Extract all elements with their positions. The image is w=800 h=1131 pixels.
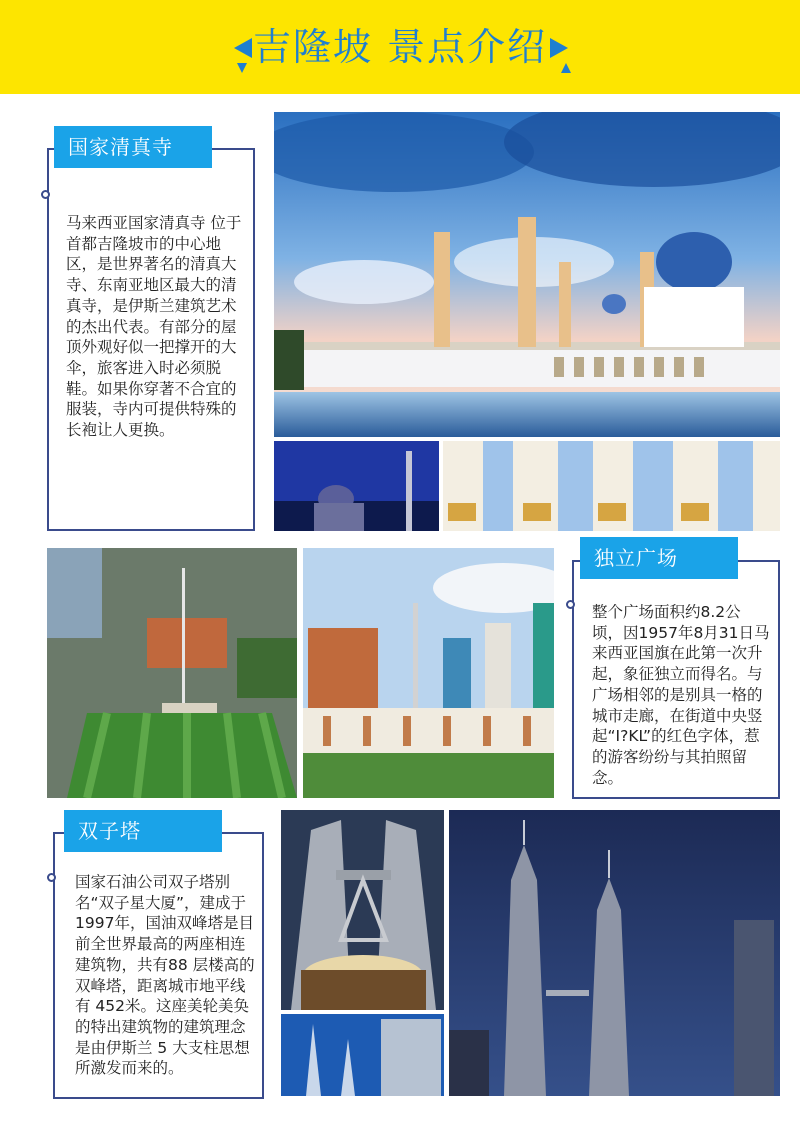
section-label-mosque: 国家清真寺: [54, 126, 212, 168]
section-text-mosque: 马来西亚国家清真寺 位于首都吉隆坡市的中心地区，是世界著名的清真大寺、东南亚地区最大的清真寺，是伊斯兰建筑艺术的杰出代表。有部分的屋顶外观好似一把撑开的大伞，旅客进入时必须脱鞋。如果你穿著不合宜的服装，寺内可提供特殊的长袍让人更换。: [66, 214, 242, 440]
towers-night-photo: [449, 810, 780, 1096]
section-label-square: 独立广场: [580, 537, 738, 579]
mosque-night-photo: [274, 441, 439, 531]
square-city-photo: [303, 548, 554, 798]
bullet-dot: [47, 873, 56, 882]
mosque-arches-photo: [443, 441, 780, 531]
page-title: 吉隆坡 景点介绍: [252, 25, 548, 69]
towers-blue-photo: [281, 1014, 444, 1096]
square-aerial-photo: [47, 548, 297, 798]
section-label-towers: 双子塔: [64, 810, 222, 852]
bullet-dot: [41, 190, 50, 199]
towers-bridge-photo: [281, 810, 444, 1010]
section-text-square: 整个广场面积约8.2公顷，因1957年8月31日马来西亚国旗在此第一次升起，象征独立而得名。与广场相邻的是别具一格的城市走廊，在街道中央竖起“I?KL”的红色字体，惹的游客纷纷与其拍照留念。: [592, 603, 770, 787]
bullet-dot: [566, 600, 575, 609]
section-text-towers: 国家石油公司双子塔别名“双子星大厦”，建成于1997年，国油双峰塔是目前全世界最高的两座相连建筑物，共有88 层楼高的双峰塔，距离城市地平线有 452米。这座美轮美奂的特出建筑物的建筑理念是由伊斯兰 5 大支柱思想所激发而来的。: [75, 873, 255, 1078]
mosque-photo: [274, 112, 780, 437]
